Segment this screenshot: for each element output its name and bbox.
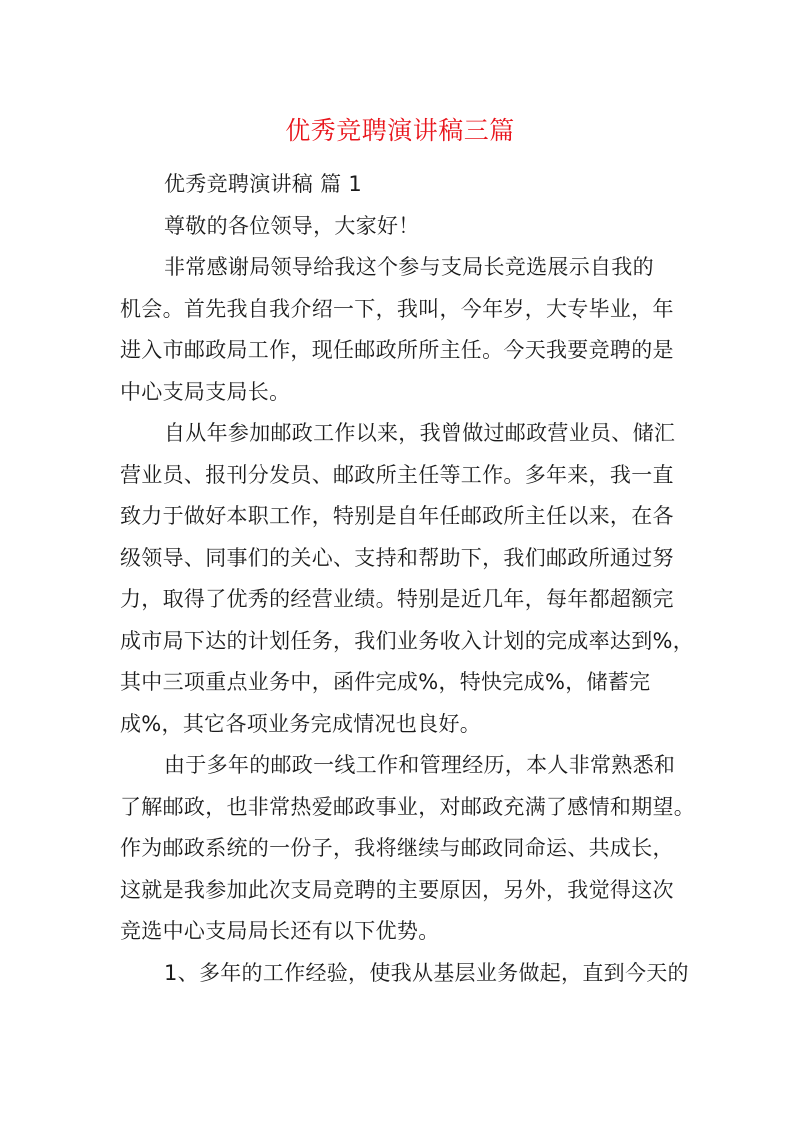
paragraph-line: 作为邮政系统的一份子，我将继续与邮政同命运、共成长， <box>120 836 674 860</box>
paragraph-line: 这就是我参加此次支局竞聘的主要原因，另外，我觉得这次 <box>120 877 674 902</box>
paragraph-line: 成%，其它各项业务完成情况也良好。 <box>120 711 482 736</box>
paragraph-line: 竞选中心支局局长还有以下优势。 <box>120 919 440 943</box>
paragraph-line: 机会。首先我自我介绍一下，我叫，今年岁，大专毕业，年 <box>120 296 674 321</box>
document-title: 优秀竞聘演讲稿三篇 <box>285 116 515 145</box>
paragraph-line: 级领导、同事们的关心、支持和帮助下，我们邮政所通过努 <box>120 545 674 570</box>
paragraph-line: 非常感谢局领导给我这个参与支局长竞选展示自我的 <box>164 255 654 279</box>
section-heading: 优秀竞聘演讲稿 篇 1 <box>164 172 363 196</box>
paragraph-line: 营业员、报刊分发员、邮政所主任等工作。多年来，我一直 <box>120 462 674 487</box>
paragraph-line: 其中三项重点业务中，函件完成%，特快完成%，储蓄完 <box>120 670 651 694</box>
paragraph-line: 致力于做好本职工作，特别是自年任邮政所主任以来，在各 <box>120 504 674 528</box>
paragraph-line: 中心支局支局长。 <box>120 379 291 404</box>
paragraph-line: 进入市邮政局工作，现任邮政所所主任。今天我要竞聘的是 <box>120 338 674 362</box>
paragraph-line: 力，取得了优秀的经营业绩。特别是近几年，每年都超额完 <box>120 587 674 611</box>
list-item-line: 1、多年的工作经验，使我从基层业务做起，直到今天的 <box>164 960 689 985</box>
document-body <box>120 164 696 994</box>
greeting-line: 尊敬的各位领导，大家好！ <box>164 213 420 238</box>
paragraph-line: 成市局下达的计划任务，我们业务收入计划的完成率达到%， <box>120 628 695 653</box>
paragraph-line: 自从年参加邮政工作以来，我曾做过邮政营业员、储汇 <box>164 421 676 445</box>
paragraph-line: 了解邮政，也非常热爱邮政事业，对邮政充满了感情和期望。 <box>120 794 696 819</box>
paragraph-line: 由于多年的邮政一线工作和管理经历，本人非常熟悉和 <box>164 753 676 777</box>
